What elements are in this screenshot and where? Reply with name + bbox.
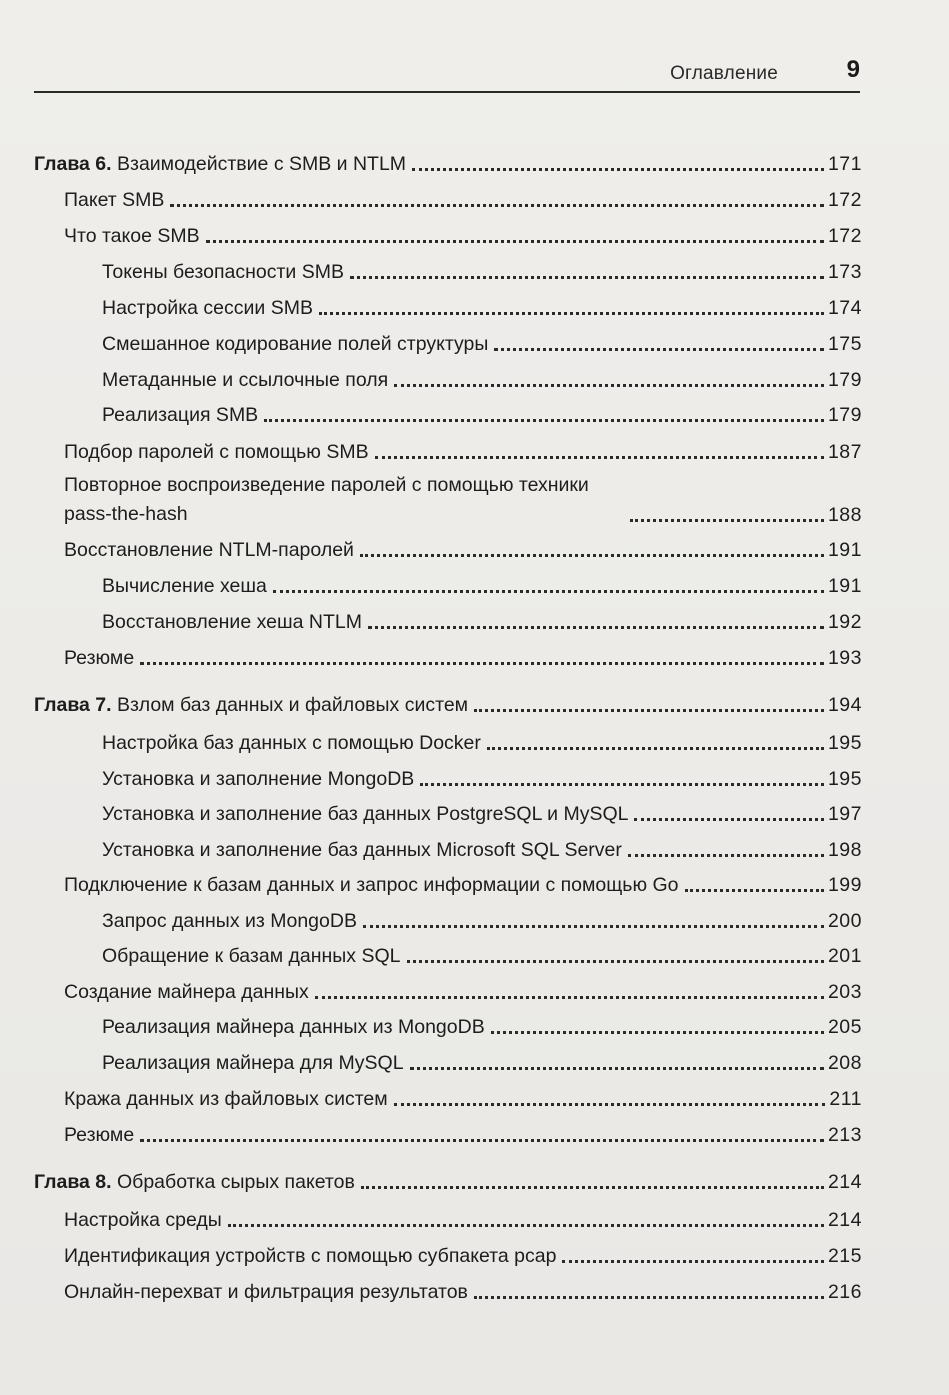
chapter-title: Взаимодействие с SMB и NTLM <box>117 153 407 175</box>
toc-page-number: 200 <box>827 910 862 932</box>
dot-leader <box>494 348 824 351</box>
dot-leader <box>368 626 824 629</box>
toc-page-number: 214 <box>827 1209 862 1231</box>
toc-entry[interactable] <box>34 765 862 793</box>
toc-page-number: 174 <box>827 297 862 319</box>
toc-entry-title: Настройка сессии SMB <box>102 297 313 319</box>
dot-leader <box>394 1103 826 1106</box>
toc-page-number: 197 <box>827 803 862 825</box>
dot-leader <box>140 1139 824 1142</box>
toc-entry[interactable] <box>34 294 862 322</box>
toc-page-number: 191 <box>827 539 862 561</box>
dot-leader <box>360 554 824 557</box>
toc-entry-title: Установка и заполнение баз данных PostgreSQL и MySQL <box>102 803 629 825</box>
dot-leader <box>562 1260 824 1263</box>
toc-entry-title: Что такое SMB <box>64 225 200 247</box>
toc-entry-title: Метаданные и ссылочные поля <box>102 369 389 391</box>
toc-entry-title: Подбор паролей с помощью SMB <box>64 441 369 463</box>
toc-page-number: 191 <box>827 575 862 597</box>
toc-page-number: 194 <box>827 694 862 716</box>
dot-leader <box>412 168 824 171</box>
toc-page-number: 172 <box>827 225 862 247</box>
toc-entry-title: Повторное воспроизведение паролей с помощью техники pass-the-hash <box>64 474 589 525</box>
chapter-title: Обработка сырых пакетов <box>117 1171 355 1193</box>
toc-page-number: 205 <box>827 1016 862 1038</box>
toc-entry-title: Создание майнера данных <box>64 981 309 1003</box>
toc-entry-title: Настройка баз данных с помощью Docker <box>102 732 481 754</box>
dot-leader <box>410 1067 824 1070</box>
toc-entry[interactable] <box>34 222 862 250</box>
dot-leader <box>206 240 824 243</box>
toc-page-number: 192 <box>827 611 862 633</box>
toc-chapter-6[interactable] <box>34 150 862 178</box>
toc-page-number: 195 <box>827 732 862 754</box>
dot-leader <box>685 889 824 892</box>
toc-page-number: 193 <box>827 647 862 669</box>
toc-page-number: 211 <box>829 1088 862 1110</box>
toc-page-number: 195 <box>827 768 862 790</box>
dot-leader <box>394 384 824 387</box>
toc-page-number: 187 <box>827 441 862 463</box>
toc-entry-title: Кража данных из файловых систем <box>64 1088 388 1110</box>
toc-entry-title: Реализация SMB <box>102 404 259 426</box>
toc-page-number: 188 <box>827 504 862 526</box>
chapter-title: Взлом баз данных и файловых систем <box>117 694 469 716</box>
toc-entry-title: Установка и заполнение баз данных Microsoft SQL Server <box>102 839 622 861</box>
toc-entry[interactable] <box>34 186 862 214</box>
dot-leader <box>474 709 824 712</box>
dot-leader <box>315 996 824 999</box>
toc-entry[interactable] <box>34 644 862 672</box>
toc-page-number: 179 <box>827 369 862 391</box>
toc-entry-title: Обращение к базам данных SQL <box>102 945 401 967</box>
toc-entry[interactable] <box>34 836 862 864</box>
toc-entry[interactable] <box>34 978 862 1006</box>
toc-entry[interactable] <box>34 366 862 394</box>
toc-page-number: 215 <box>827 1245 862 1267</box>
toc-page-number: 173 <box>827 261 862 283</box>
toc-entry-title: Онлайн-перехват и фильтрация результатов <box>64 1281 468 1303</box>
dot-leader <box>273 590 824 593</box>
dot-leader <box>361 1186 824 1189</box>
toc-entry[interactable] <box>34 330 862 358</box>
toc-page-number: 179 <box>827 404 862 426</box>
dot-leader <box>350 276 824 279</box>
toc-entry[interactable] <box>34 1278 862 1306</box>
toc-entry[interactable] <box>34 729 862 757</box>
toc-entry[interactable] <box>34 942 862 970</box>
toc-entry-title: Пакет SMB <box>64 189 165 211</box>
toc-page-number: 199 <box>827 874 862 896</box>
toc-entry[interactable] <box>34 1013 862 1041</box>
dot-leader <box>319 312 824 315</box>
toc-chapter-7[interactable] <box>34 691 862 719</box>
dot-leader <box>407 960 824 963</box>
dot-leader <box>628 854 824 857</box>
toc-entry-title: Идентификация устройств с помощью субпакета pcap <box>64 1245 557 1267</box>
toc-page-number: 203 <box>827 981 862 1003</box>
dot-leader <box>420 783 824 786</box>
toc-page-number: 213 <box>827 1124 862 1146</box>
dot-leader <box>363 925 824 928</box>
dot-leader <box>140 662 824 665</box>
toc-entry-title: Токены безопасности SMB <box>102 261 344 283</box>
dot-leader <box>634 818 823 821</box>
dot-leader <box>264 419 824 422</box>
toc-entry-title: Смешанное кодирование полей структуры <box>102 333 489 355</box>
toc-entry[interactable] <box>34 800 862 828</box>
toc-entry[interactable] <box>34 1049 862 1077</box>
toc-entry[interactable] <box>34 871 862 899</box>
dot-leader <box>375 456 824 459</box>
toc-entry-title: Подключение к базам данных и запрос информации с помощью Go <box>64 874 679 896</box>
toc-chapter-8[interactable] <box>34 1168 862 1196</box>
page-number: 9 <box>846 56 860 83</box>
toc-entry[interactable] <box>34 608 862 636</box>
toc-entry[interactable] <box>34 438 862 466</box>
toc-entry[interactable] <box>34 1242 862 1270</box>
running-header <box>34 55 860 93</box>
toc-page-number: 171 <box>827 153 862 175</box>
dot-leader <box>170 204 824 207</box>
toc-entry-title: Резюме <box>64 1124 135 1146</box>
dot-leader <box>630 519 824 522</box>
toc-page-number: 175 <box>827 333 862 355</box>
toc-entry[interactable] <box>34 1085 862 1113</box>
toc-entry[interactable] <box>34 907 862 935</box>
toc-page-number: 216 <box>827 1281 862 1303</box>
toc-page-number: 208 <box>827 1052 862 1074</box>
chapter-prefix: Глава 6. <box>34 153 112 175</box>
toc-entry[interactable] <box>34 1121 862 1149</box>
toc-entry[interactable] <box>34 572 862 600</box>
toc-entry[interactable] <box>34 471 862 529</box>
toc-page-number: 172 <box>827 189 862 211</box>
dot-leader <box>487 747 824 750</box>
toc-entry-title: Вычисление хеша <box>102 575 267 597</box>
dot-leader <box>474 1296 824 1299</box>
toc-page-number: 214 <box>827 1171 862 1193</box>
chapter-prefix: Глава 7. <box>34 694 112 716</box>
toc-entry-title: Запрос данных из MongoDB <box>102 910 357 932</box>
toc-page-number: 198 <box>827 839 862 861</box>
toc-entry[interactable] <box>34 1206 862 1234</box>
toc-entry-title: Восстановление NTLM-паролей <box>64 539 354 561</box>
running-header-title: Оглавление <box>670 63 778 84</box>
toc-entry-title: Настройка среды <box>64 1209 222 1231</box>
toc-entry-title: Реализация майнера данных из MongoDB <box>102 1016 485 1038</box>
toc-entry-title: Резюме <box>64 647 135 669</box>
toc-entry-title: Восстановление хеша NTLM <box>102 611 362 633</box>
dot-leader <box>228 1224 824 1227</box>
toc-page-number: 201 <box>827 945 862 967</box>
dot-leader <box>491 1031 824 1034</box>
toc-entry-title: Реализация майнера для MySQL <box>102 1052 404 1074</box>
toc-entry[interactable] <box>34 258 862 286</box>
chapter-prefix: Глава 8. <box>34 1171 112 1193</box>
toc-entry[interactable] <box>34 401 862 429</box>
toc-entry[interactable] <box>34 536 862 564</box>
toc-entry-title: Установка и заполнение MongoDB <box>102 768 415 790</box>
